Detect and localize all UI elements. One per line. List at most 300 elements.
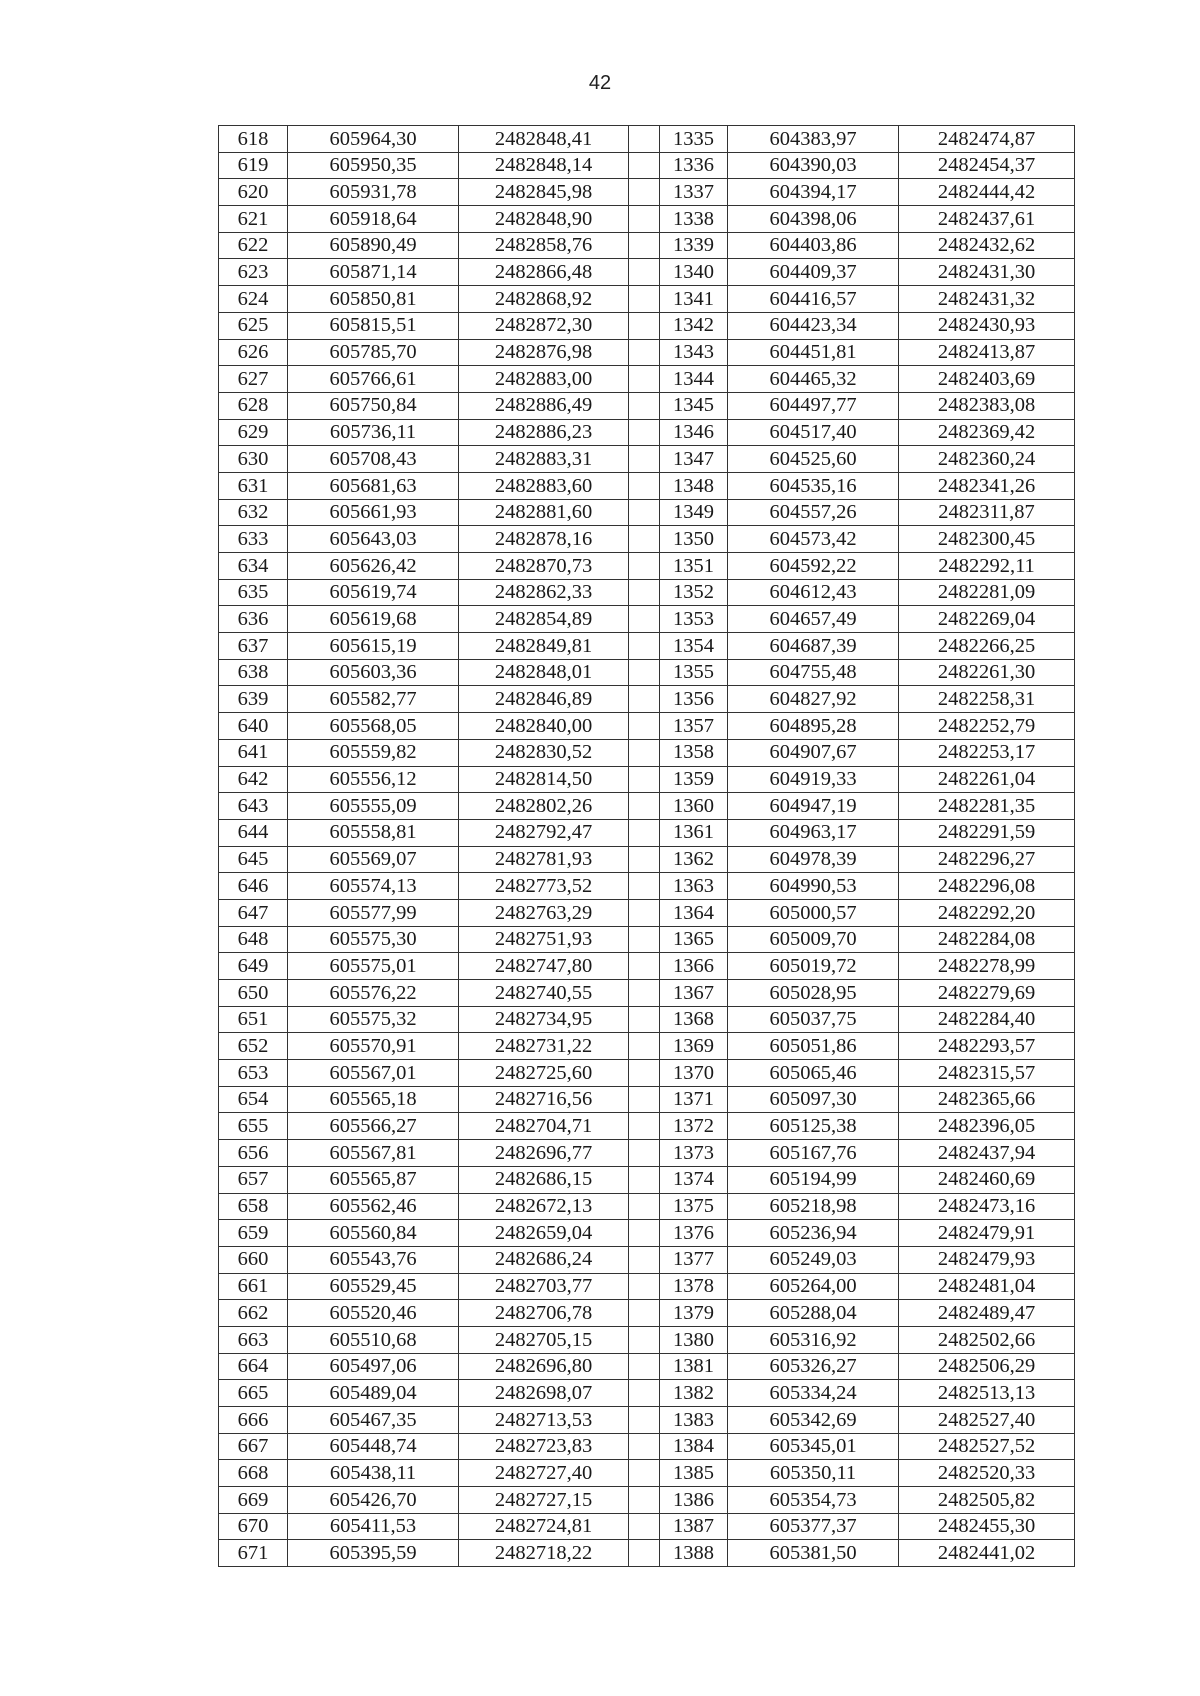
separator-cell bbox=[629, 499, 660, 526]
point-number-right: 1373 bbox=[660, 1140, 728, 1167]
x-coordinate-left: 605567,81 bbox=[288, 1140, 459, 1167]
x-coordinate-left: 605568,05 bbox=[288, 713, 459, 740]
table-row bbox=[219, 1166, 1075, 1193]
point-number-right: 1364 bbox=[660, 899, 728, 926]
point-number-right: 1337 bbox=[660, 179, 728, 206]
y-coordinate-right: 2482396,05 bbox=[899, 1113, 1075, 1140]
point-number-left: 649 bbox=[219, 953, 288, 980]
x-coordinate-left: 605575,30 bbox=[288, 926, 459, 953]
point-number-left: 625 bbox=[219, 312, 288, 339]
x-coordinate-right: 604573,42 bbox=[728, 526, 899, 553]
table-row bbox=[219, 472, 1075, 499]
point-number-left: 662 bbox=[219, 1300, 288, 1327]
x-coordinate-left: 605766,61 bbox=[288, 366, 459, 393]
y-coordinate-right: 2482520,33 bbox=[899, 1460, 1075, 1487]
y-coordinate-right: 2482513,13 bbox=[899, 1380, 1075, 1407]
separator-cell bbox=[629, 1246, 660, 1273]
point-number-right: 1372 bbox=[660, 1113, 728, 1140]
point-number-left: 663 bbox=[219, 1326, 288, 1353]
point-number-right: 1363 bbox=[660, 873, 728, 900]
separator-cell bbox=[629, 1300, 660, 1327]
point-number-right: 1365 bbox=[660, 926, 728, 953]
table-row bbox=[219, 873, 1075, 900]
point-number-right: 1370 bbox=[660, 1060, 728, 1087]
x-coordinate-right: 604592,22 bbox=[728, 553, 899, 580]
point-number-right: 1346 bbox=[660, 419, 728, 446]
x-coordinate-right: 604465,32 bbox=[728, 366, 899, 393]
separator-cell bbox=[629, 899, 660, 926]
separator-cell bbox=[629, 793, 660, 820]
x-coordinate-right: 604612,43 bbox=[728, 579, 899, 606]
separator-cell bbox=[629, 206, 660, 233]
x-coordinate-left: 605736,11 bbox=[288, 419, 459, 446]
point-number-left: 636 bbox=[219, 606, 288, 633]
x-coordinate-left: 605566,27 bbox=[288, 1113, 459, 1140]
separator-cell bbox=[629, 1326, 660, 1353]
x-coordinate-left: 605448,74 bbox=[288, 1433, 459, 1460]
y-coordinate-right: 2482479,91 bbox=[899, 1220, 1075, 1247]
point-number-left: 622 bbox=[219, 232, 288, 259]
x-coordinate-left: 605575,01 bbox=[288, 953, 459, 980]
x-coordinate-left: 605708,43 bbox=[288, 446, 459, 473]
point-number-right: 1386 bbox=[660, 1487, 728, 1514]
table-row bbox=[219, 926, 1075, 953]
x-coordinate-left: 605603,36 bbox=[288, 659, 459, 686]
y-coordinate-right: 2482473,16 bbox=[899, 1193, 1075, 1220]
point-number-left: 670 bbox=[219, 1513, 288, 1540]
y-coordinate-left: 2482792,47 bbox=[459, 819, 629, 846]
point-number-right: 1369 bbox=[660, 1033, 728, 1060]
y-coordinate-right: 2482261,30 bbox=[899, 659, 1075, 686]
y-coordinate-left: 2482751,93 bbox=[459, 926, 629, 953]
y-coordinate-left: 2482848,14 bbox=[459, 152, 629, 179]
y-coordinate-right: 2482341,26 bbox=[899, 472, 1075, 499]
x-coordinate-left: 605575,32 bbox=[288, 1006, 459, 1033]
point-number-left: 638 bbox=[219, 659, 288, 686]
separator-cell bbox=[629, 419, 660, 446]
point-number-left: 634 bbox=[219, 553, 288, 580]
separator-cell bbox=[629, 1113, 660, 1140]
table-row bbox=[219, 1033, 1075, 1060]
separator-cell bbox=[629, 633, 660, 660]
table-row bbox=[219, 1140, 1075, 1167]
separator-cell bbox=[629, 1166, 660, 1193]
point-number-left: 630 bbox=[219, 446, 288, 473]
x-coordinate-left: 605577,99 bbox=[288, 899, 459, 926]
y-coordinate-left: 2482781,93 bbox=[459, 846, 629, 873]
point-number-left: 635 bbox=[219, 579, 288, 606]
table-row bbox=[219, 259, 1075, 286]
separator-cell bbox=[629, 739, 660, 766]
point-number-left: 667 bbox=[219, 1433, 288, 1460]
x-coordinate-right: 604919,33 bbox=[728, 766, 899, 793]
point-number-right: 1385 bbox=[660, 1460, 728, 1487]
point-number-right: 1349 bbox=[660, 499, 728, 526]
y-coordinate-left: 2482763,29 bbox=[459, 899, 629, 926]
x-coordinate-right: 605342,69 bbox=[728, 1407, 899, 1434]
table-row bbox=[219, 553, 1075, 580]
separator-cell bbox=[629, 846, 660, 873]
y-coordinate-left: 2482727,40 bbox=[459, 1460, 629, 1487]
y-coordinate-right: 2482431,30 bbox=[899, 259, 1075, 286]
y-coordinate-right: 2482437,94 bbox=[899, 1140, 1075, 1167]
x-coordinate-left: 605619,74 bbox=[288, 579, 459, 606]
table-row bbox=[219, 739, 1075, 766]
point-number-right: 1344 bbox=[660, 366, 728, 393]
x-coordinate-left: 605555,09 bbox=[288, 793, 459, 820]
separator-cell bbox=[629, 472, 660, 499]
point-number-left: 668 bbox=[219, 1460, 288, 1487]
y-coordinate-right: 2482506,29 bbox=[899, 1353, 1075, 1380]
separator-cell bbox=[629, 1380, 660, 1407]
y-coordinate-right: 2482527,52 bbox=[899, 1433, 1075, 1460]
y-coordinate-left: 2482731,22 bbox=[459, 1033, 629, 1060]
x-coordinate-right: 605019,72 bbox=[728, 953, 899, 980]
table-row bbox=[219, 1487, 1075, 1514]
point-number-left: 653 bbox=[219, 1060, 288, 1087]
table-row bbox=[219, 1513, 1075, 1540]
separator-cell bbox=[629, 1407, 660, 1434]
point-number-left: 664 bbox=[219, 1353, 288, 1380]
x-coordinate-right: 604398,06 bbox=[728, 206, 899, 233]
point-number-right: 1351 bbox=[660, 553, 728, 580]
point-number-right: 1340 bbox=[660, 259, 728, 286]
x-coordinate-right: 604535,16 bbox=[728, 472, 899, 499]
y-coordinate-right: 2482269,04 bbox=[899, 606, 1075, 633]
table-row bbox=[219, 1460, 1075, 1487]
x-coordinate-right: 604827,92 bbox=[728, 686, 899, 713]
y-coordinate-left: 2482747,80 bbox=[459, 953, 629, 980]
x-coordinate-right: 604990,53 bbox=[728, 873, 899, 900]
table-row bbox=[219, 633, 1075, 660]
separator-cell bbox=[629, 259, 660, 286]
x-coordinate-right: 605236,94 bbox=[728, 1220, 899, 1247]
y-coordinate-right: 2482315,57 bbox=[899, 1060, 1075, 1087]
y-coordinate-left: 2482883,00 bbox=[459, 366, 629, 393]
point-number-left: 654 bbox=[219, 1086, 288, 1113]
point-number-right: 1378 bbox=[660, 1273, 728, 1300]
x-coordinate-left: 605565,87 bbox=[288, 1166, 459, 1193]
point-number-right: 1367 bbox=[660, 980, 728, 1007]
table-row bbox=[219, 126, 1075, 153]
point-number-right: 1354 bbox=[660, 633, 728, 660]
y-coordinate-left: 2482698,07 bbox=[459, 1380, 629, 1407]
x-coordinate-right: 605218,98 bbox=[728, 1193, 899, 1220]
separator-cell bbox=[629, 1006, 660, 1033]
table-row bbox=[219, 659, 1075, 686]
x-coordinate-left: 605510,68 bbox=[288, 1326, 459, 1353]
x-coordinate-right: 605326,27 bbox=[728, 1353, 899, 1380]
table-row bbox=[219, 419, 1075, 446]
point-number-left: 660 bbox=[219, 1246, 288, 1273]
x-coordinate-left: 605529,45 bbox=[288, 1273, 459, 1300]
separator-cell bbox=[629, 980, 660, 1007]
table-row bbox=[219, 1407, 1075, 1434]
point-number-right: 1343 bbox=[660, 339, 728, 366]
table-row bbox=[219, 1300, 1075, 1327]
y-coordinate-left: 2482740,55 bbox=[459, 980, 629, 1007]
x-coordinate-right: 605051,86 bbox=[728, 1033, 899, 1060]
y-coordinate-left: 2482849,81 bbox=[459, 633, 629, 660]
x-coordinate-left: 605567,01 bbox=[288, 1060, 459, 1087]
point-number-left: 671 bbox=[219, 1540, 288, 1567]
point-number-left: 650 bbox=[219, 980, 288, 1007]
x-coordinate-right: 604947,19 bbox=[728, 793, 899, 820]
x-coordinate-right: 604978,39 bbox=[728, 846, 899, 873]
point-number-right: 1377 bbox=[660, 1246, 728, 1273]
y-coordinate-left: 2482830,52 bbox=[459, 739, 629, 766]
x-coordinate-right: 604409,37 bbox=[728, 259, 899, 286]
y-coordinate-left: 2482686,24 bbox=[459, 1246, 629, 1273]
y-coordinate-left: 2482706,78 bbox=[459, 1300, 629, 1327]
point-number-left: 633 bbox=[219, 526, 288, 553]
y-coordinate-right: 2482279,69 bbox=[899, 980, 1075, 1007]
table-row bbox=[219, 286, 1075, 313]
y-coordinate-left: 2482846,89 bbox=[459, 686, 629, 713]
x-coordinate-left: 605681,63 bbox=[288, 472, 459, 499]
point-number-left: 629 bbox=[219, 419, 288, 446]
coordinates-table bbox=[218, 125, 1075, 1567]
table-row bbox=[219, 1433, 1075, 1460]
x-coordinate-left: 605918,64 bbox=[288, 206, 459, 233]
x-coordinate-right: 604907,67 bbox=[728, 739, 899, 766]
y-coordinate-right: 2482489,47 bbox=[899, 1300, 1075, 1327]
x-coordinate-right: 604895,28 bbox=[728, 713, 899, 740]
table-row bbox=[219, 819, 1075, 846]
y-coordinate-right: 2482281,35 bbox=[899, 793, 1075, 820]
x-coordinate-left: 605438,11 bbox=[288, 1460, 459, 1487]
x-coordinate-left: 605570,91 bbox=[288, 1033, 459, 1060]
y-coordinate-right: 2482253,17 bbox=[899, 739, 1075, 766]
page-number: 42 bbox=[588, 72, 612, 94]
point-number-left: 648 bbox=[219, 926, 288, 953]
x-coordinate-right: 604403,86 bbox=[728, 232, 899, 259]
point-number-right: 1336 bbox=[660, 152, 728, 179]
y-coordinate-right: 2482454,37 bbox=[899, 152, 1075, 179]
point-number-left: 658 bbox=[219, 1193, 288, 1220]
table-row bbox=[219, 793, 1075, 820]
y-coordinate-left: 2482883,31 bbox=[459, 446, 629, 473]
table-row bbox=[219, 579, 1075, 606]
x-coordinate-right: 605381,50 bbox=[728, 1540, 899, 1567]
separator-cell bbox=[629, 1433, 660, 1460]
separator-cell bbox=[629, 926, 660, 953]
x-coordinate-left: 605931,78 bbox=[288, 179, 459, 206]
y-coordinate-right: 2482430,93 bbox=[899, 312, 1075, 339]
table-row bbox=[219, 1220, 1075, 1247]
y-coordinate-left: 2482886,23 bbox=[459, 419, 629, 446]
x-coordinate-left: 605619,68 bbox=[288, 606, 459, 633]
y-coordinate-left: 2482872,30 bbox=[459, 312, 629, 339]
table-row bbox=[219, 366, 1075, 393]
point-number-right: 1342 bbox=[660, 312, 728, 339]
x-coordinate-left: 605565,18 bbox=[288, 1086, 459, 1113]
table-row bbox=[219, 1353, 1075, 1380]
separator-cell bbox=[629, 819, 660, 846]
y-coordinate-left: 2482878,16 bbox=[459, 526, 629, 553]
y-coordinate-left: 2482854,89 bbox=[459, 606, 629, 633]
point-number-left: 631 bbox=[219, 472, 288, 499]
table-row bbox=[219, 179, 1075, 206]
y-coordinate-right: 2482291,59 bbox=[899, 819, 1075, 846]
y-coordinate-left: 2482858,76 bbox=[459, 232, 629, 259]
table-row bbox=[219, 1193, 1075, 1220]
x-coordinate-left: 605582,77 bbox=[288, 686, 459, 713]
y-coordinate-left: 2482696,80 bbox=[459, 1353, 629, 1380]
point-number-left: 618 bbox=[219, 126, 288, 153]
x-coordinate-right: 604383,97 bbox=[728, 126, 899, 153]
point-number-left: 624 bbox=[219, 286, 288, 313]
point-number-right: 1371 bbox=[660, 1086, 728, 1113]
separator-cell bbox=[629, 1220, 660, 1247]
y-coordinate-right: 2482369,42 bbox=[899, 419, 1075, 446]
x-coordinate-right: 604557,26 bbox=[728, 499, 899, 526]
separator-cell bbox=[629, 873, 660, 900]
y-coordinate-right: 2482383,08 bbox=[899, 392, 1075, 419]
x-coordinate-left: 605426,70 bbox=[288, 1487, 459, 1514]
point-number-left: 659 bbox=[219, 1220, 288, 1247]
point-number-left: 639 bbox=[219, 686, 288, 713]
y-coordinate-right: 2482527,40 bbox=[899, 1407, 1075, 1434]
x-coordinate-right: 605249,03 bbox=[728, 1246, 899, 1273]
y-coordinate-right: 2482441,02 bbox=[899, 1540, 1075, 1567]
y-coordinate-left: 2482686,15 bbox=[459, 1166, 629, 1193]
y-coordinate-left: 2482876,98 bbox=[459, 339, 629, 366]
y-coordinate-left: 2482883,60 bbox=[459, 472, 629, 499]
y-coordinate-left: 2482723,83 bbox=[459, 1433, 629, 1460]
x-coordinate-left: 605785,70 bbox=[288, 339, 459, 366]
y-coordinate-left: 2482727,15 bbox=[459, 1487, 629, 1514]
point-number-right: 1387 bbox=[660, 1513, 728, 1540]
x-coordinate-right: 604451,81 bbox=[728, 339, 899, 366]
y-coordinate-right: 2482258,31 bbox=[899, 686, 1075, 713]
table-row bbox=[219, 339, 1075, 366]
separator-cell bbox=[629, 126, 660, 153]
table-row bbox=[219, 980, 1075, 1007]
separator-cell bbox=[629, 1487, 660, 1514]
point-number-right: 1356 bbox=[660, 686, 728, 713]
separator-cell bbox=[629, 366, 660, 393]
y-coordinate-left: 2482718,22 bbox=[459, 1540, 629, 1567]
y-coordinate-left: 2482862,33 bbox=[459, 579, 629, 606]
point-number-right: 1355 bbox=[660, 659, 728, 686]
point-number-left: 623 bbox=[219, 259, 288, 286]
x-coordinate-left: 605560,84 bbox=[288, 1220, 459, 1247]
y-coordinate-right: 2482278,99 bbox=[899, 953, 1075, 980]
table-row bbox=[219, 686, 1075, 713]
table-row bbox=[219, 713, 1075, 740]
point-number-left: 647 bbox=[219, 899, 288, 926]
table-row bbox=[219, 526, 1075, 553]
point-number-right: 1338 bbox=[660, 206, 728, 233]
y-coordinate-right: 2482432,62 bbox=[899, 232, 1075, 259]
y-coordinate-left: 2482713,53 bbox=[459, 1407, 629, 1434]
separator-cell bbox=[629, 232, 660, 259]
x-coordinate-left: 605890,49 bbox=[288, 232, 459, 259]
separator-cell bbox=[629, 766, 660, 793]
point-number-right: 1350 bbox=[660, 526, 728, 553]
y-coordinate-left: 2482870,73 bbox=[459, 553, 629, 580]
y-coordinate-right: 2482296,27 bbox=[899, 846, 1075, 873]
separator-cell bbox=[629, 1193, 660, 1220]
x-coordinate-right: 604755,48 bbox=[728, 659, 899, 686]
y-coordinate-right: 2482455,30 bbox=[899, 1513, 1075, 1540]
y-coordinate-left: 2482881,60 bbox=[459, 499, 629, 526]
separator-cell bbox=[629, 953, 660, 980]
y-coordinate-left: 2482840,00 bbox=[459, 713, 629, 740]
point-number-left: 640 bbox=[219, 713, 288, 740]
x-coordinate-left: 605576,22 bbox=[288, 980, 459, 1007]
x-coordinate-right: 605125,38 bbox=[728, 1113, 899, 1140]
x-coordinate-right: 604517,40 bbox=[728, 419, 899, 446]
point-number-right: 1384 bbox=[660, 1433, 728, 1460]
x-coordinate-right: 604390,03 bbox=[728, 152, 899, 179]
point-number-left: 637 bbox=[219, 633, 288, 660]
x-coordinate-right: 604525,60 bbox=[728, 446, 899, 473]
point-number-left: 619 bbox=[219, 152, 288, 179]
y-coordinate-right: 2482403,69 bbox=[899, 366, 1075, 393]
point-number-left: 655 bbox=[219, 1113, 288, 1140]
point-number-right: 1379 bbox=[660, 1300, 728, 1327]
y-coordinate-left: 2482659,04 bbox=[459, 1220, 629, 1247]
table-row bbox=[219, 1246, 1075, 1273]
x-coordinate-left: 605615,19 bbox=[288, 633, 459, 660]
y-coordinate-right: 2482413,87 bbox=[899, 339, 1075, 366]
y-coordinate-right: 2482261,04 bbox=[899, 766, 1075, 793]
x-coordinate-left: 605569,07 bbox=[288, 846, 459, 873]
point-number-left: 665 bbox=[219, 1380, 288, 1407]
y-coordinate-right: 2482444,42 bbox=[899, 179, 1075, 206]
separator-cell bbox=[629, 713, 660, 740]
point-number-right: 1348 bbox=[660, 472, 728, 499]
table-row bbox=[219, 953, 1075, 980]
x-coordinate-right: 604416,57 bbox=[728, 286, 899, 313]
table-row bbox=[219, 1113, 1075, 1140]
x-coordinate-left: 605850,81 bbox=[288, 286, 459, 313]
x-coordinate-right: 604687,39 bbox=[728, 633, 899, 660]
x-coordinate-left: 605489,04 bbox=[288, 1380, 459, 1407]
x-coordinate-right: 605288,04 bbox=[728, 1300, 899, 1327]
point-number-right: 1383 bbox=[660, 1407, 728, 1434]
x-coordinate-left: 605467,35 bbox=[288, 1407, 459, 1434]
table-row bbox=[219, 446, 1075, 473]
x-coordinate-left: 605559,82 bbox=[288, 739, 459, 766]
point-number-left: 646 bbox=[219, 873, 288, 900]
table-row bbox=[219, 1006, 1075, 1033]
y-coordinate-left: 2482703,77 bbox=[459, 1273, 629, 1300]
separator-cell bbox=[629, 659, 660, 686]
x-coordinate-right: 605316,92 bbox=[728, 1326, 899, 1353]
point-number-left: 656 bbox=[219, 1140, 288, 1167]
table-row bbox=[219, 1060, 1075, 1087]
table-row bbox=[219, 899, 1075, 926]
separator-cell bbox=[629, 152, 660, 179]
y-coordinate-right: 2482284,08 bbox=[899, 926, 1075, 953]
separator-cell bbox=[629, 392, 660, 419]
point-number-right: 1358 bbox=[660, 739, 728, 766]
y-coordinate-right: 2482293,57 bbox=[899, 1033, 1075, 1060]
table-row bbox=[219, 1540, 1075, 1567]
y-coordinate-left: 2482848,41 bbox=[459, 126, 629, 153]
table-row bbox=[219, 846, 1075, 873]
point-number-left: 641 bbox=[219, 739, 288, 766]
table-row bbox=[219, 606, 1075, 633]
y-coordinate-left: 2482725,60 bbox=[459, 1060, 629, 1087]
y-coordinate-left: 2482705,15 bbox=[459, 1326, 629, 1353]
x-coordinate-right: 605264,00 bbox=[728, 1273, 899, 1300]
x-coordinate-left: 605520,46 bbox=[288, 1300, 459, 1327]
y-coordinate-right: 2482281,09 bbox=[899, 579, 1075, 606]
